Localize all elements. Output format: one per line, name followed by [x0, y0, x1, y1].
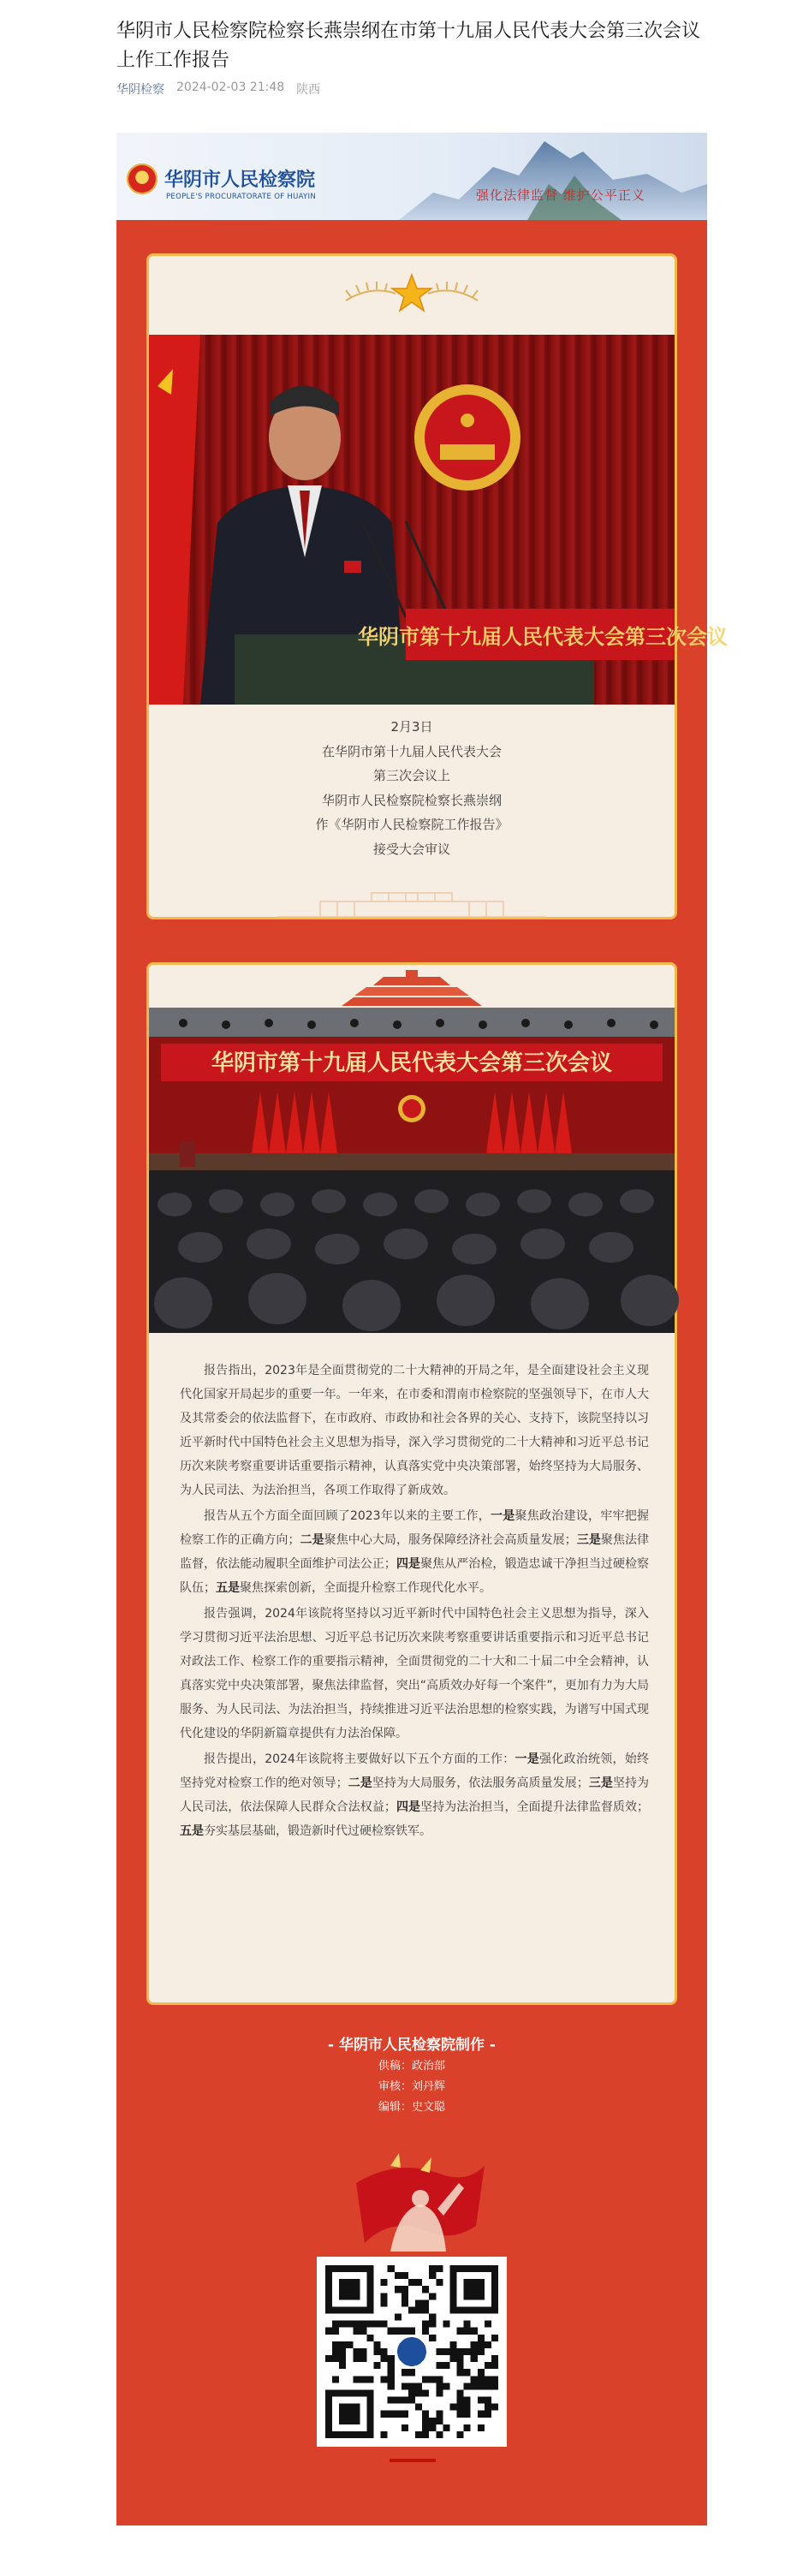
photo2-banner-text: 华阴市第十九届人民代表大会第三次会议 — [211, 1050, 613, 1076]
producer-line: - 华阴市人民检察院制作 - — [328, 2037, 496, 2054]
qr-code-pattern — [325, 2265, 498, 2438]
caption-line: 华阴市人民检察院检察长燕崇纲 — [321, 792, 502, 808]
congress-hall-photo — [149, 1008, 675, 1333]
publish-region: 陕西 — [296, 83, 321, 97]
credit-editor: 编辑：史文聪 — [378, 2101, 446, 2114]
speech-photo — [149, 335, 728, 705]
caption-line: 第三次会议上 — [372, 768, 450, 783]
credit-review: 审核：刘丹辉 — [378, 2080, 446, 2093]
report-paragraph-3: 报告强调，2024年该院将坚持以习近平新时代中国特色社会主义思想为指导，深入学习贯彻习近平法治思想、习近平总书记历次来陕考察重要讲话重要指示和习近平总书记对政法工作、检察工作的重要指示精神，全面贯彻党的二十大和二十届二中全会精神，认真落实党中央决策部署，聚焦法律监督，突出“高质效办好每一个案件”，更加有力为大局服务、为人民司法、为法治担当，持续推进习近平法治思想的检察实践，为谱写中国式现代化建设的华阴新篇章提供有力法治保障。 — [180, 1607, 649, 1740]
building-outline-ornament — [149, 889, 675, 919]
caption-line: 接受大会审议 — [372, 841, 450, 857]
photo1-banner-text: 华阴市第十九届人民代表大会第三次会议 — [358, 625, 728, 649]
photo-card-speech — [146, 253, 728, 919]
report-paragraph-4: 报告提出，2024年该院将主要做好以下五个方面的工作：一是强化政治统领，始终坚持党对检察工作的绝对领导；二是坚持为大局服务，依法服务高质量发展；三是坚持为人民司法，依法保障人民群众合法权益；四是坚持为法治担当，全面提升法律监督质效；五是夯实基层基础，锻造新时代过硬检察铁军。 — [180, 1752, 650, 1838]
speech-caption — [149, 715, 675, 861]
report-paragraph-1: 报告指出，2023年是全面贯彻党的二十大精神的开局之年，是全面建设社会主义现代化国家开局起步的重要一年。一年来，在市委和渭南市检察院的坚强领导下，在市人大及其常委会的依法监督下，在市政府、市政协和社会各界的关心、支持下，该院坚持以习近平新时代中国特色社会主义思想为指导，深入学习贯彻党的二十大精神和习近平总书记历次来陕考察重要讲话重要指示精神，认真落实党中央决策部署，始终坚持为大局服务、为人民司法、为法治担当，各项工作取得了新成效。 — [180, 1364, 649, 1497]
article-title: 华阴市人民检察院检察长燕崇纲在市第十九届人民代表大会第三次会议上作工作报告 — [116, 21, 701, 71]
caption-line: 2月3日 — [390, 719, 433, 735]
qr-center-logo-icon — [396, 2335, 427, 2367]
qr-underline-divider — [390, 2459, 436, 2462]
procuratorate-emblem-icon — [127, 164, 158, 194]
report-body — [180, 1359, 649, 1845]
credits-block — [116, 2034, 707, 2118]
caption-line: 作《华阴市人民检察院工作报告》 — [315, 817, 509, 832]
laurel-star-ornament — [149, 256, 675, 324]
mountain-illustration — [399, 133, 707, 220]
report-paragraph-2: 报告从五个方面全面回顾了2023年以来的主要工作，一是聚焦政治建设，牢牢把握检察工作的正确方向；二是聚焦中心大局，服务保障经济社会高质量发展；三是聚焦法律监督，依法能动履职全面维护司法公正；四是聚焦从严治检，锻造忠诚干净担当过硬检察队伍；五是聚焦探索创新，全面提升检察工作现代化水平。 — [180, 1509, 650, 1595]
qr-code[interactable] — [317, 2257, 507, 2447]
party-flag-salute-illustration — [339, 2149, 489, 2256]
banner-slogan: 强化法律监督 维护公平正义 — [476, 187, 645, 203]
gate-tower-ornament — [149, 965, 675, 1008]
publish-datetime: 2024-02-03 21:48 — [176, 80, 285, 94]
article-meta — [116, 80, 320, 98]
account-name-link[interactable]: 华阴检察 — [116, 83, 164, 97]
banner-org-english: PEOPLE'S PROCURATORATE OF HUAYIN — [166, 193, 317, 201]
credit-supply: 供稿：政治部 — [378, 2060, 446, 2073]
header-banner — [116, 133, 707, 220]
banner-org-name: 华阴市人民检察院 — [164, 169, 316, 191]
report-content-card — [146, 962, 677, 2005]
caption-line: 在华阴市第十九届人民代表大会 — [321, 743, 502, 759]
